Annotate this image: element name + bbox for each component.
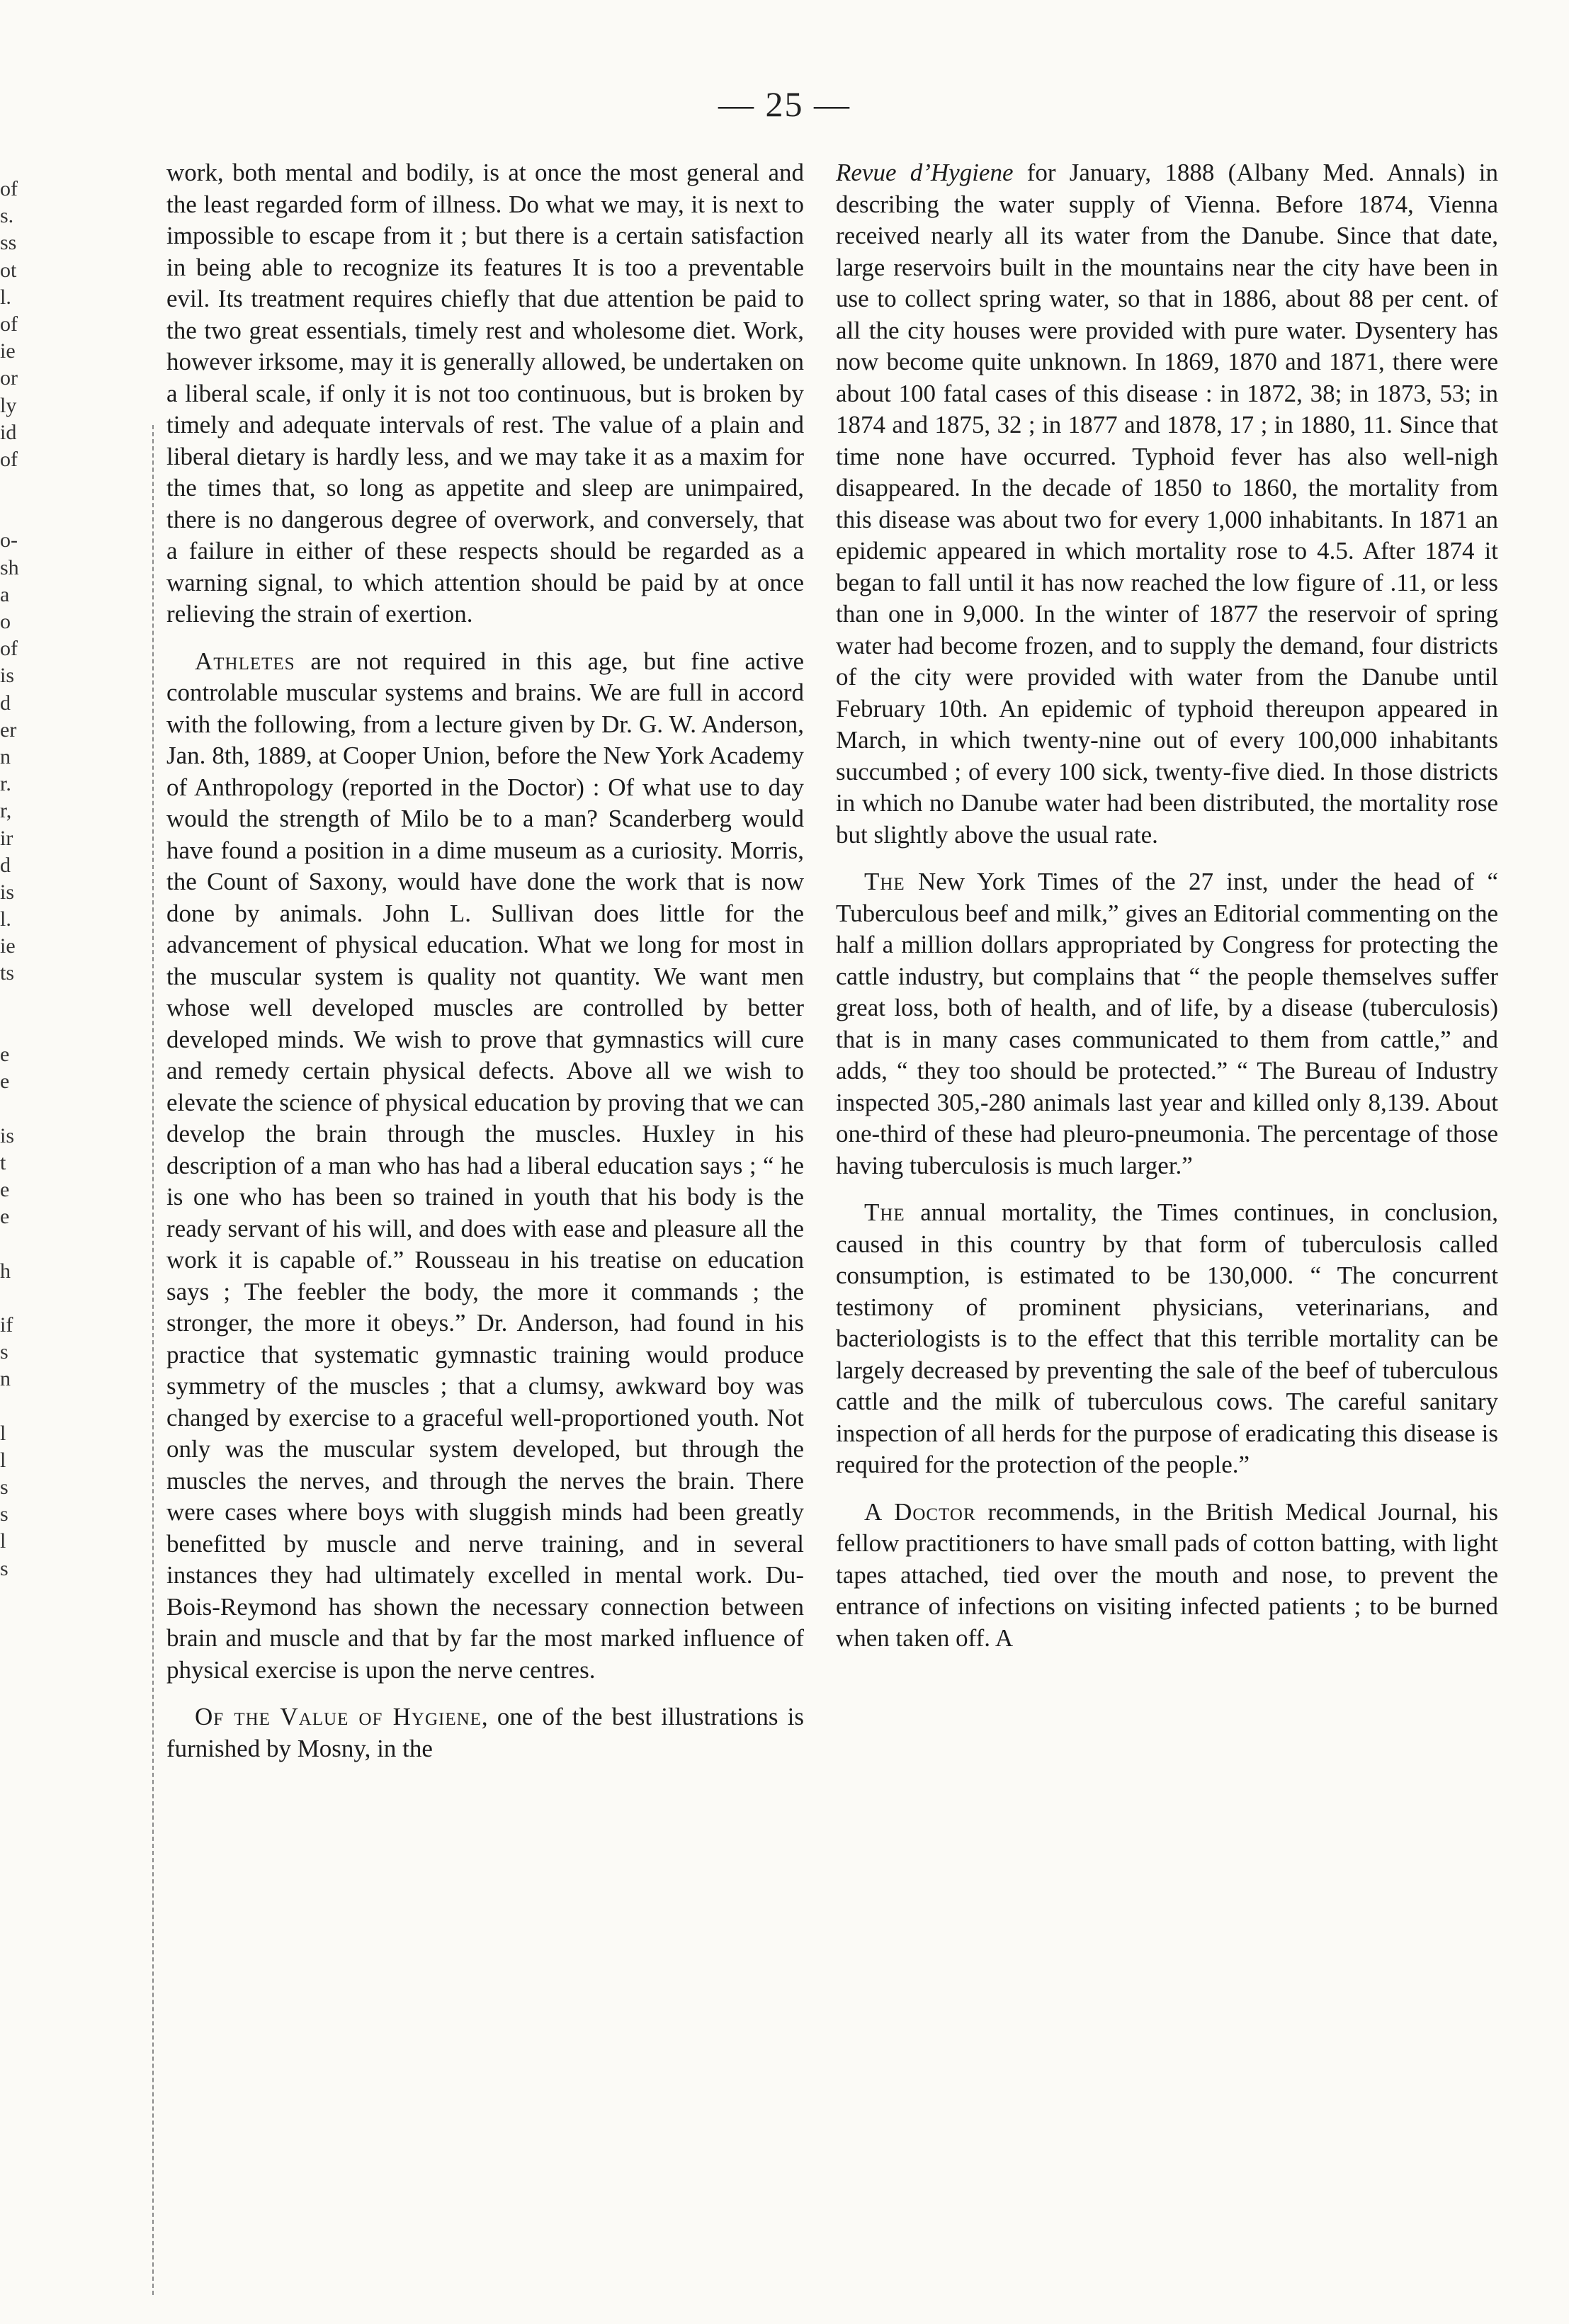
paragraph-athletes: Athletes are not required in this age, but fine active controlable muscular systems and brains. We are full in accord with the following, from a lecture given by Dr. G. W. Anderson, Jan. 8th, 1889, at Cooper Union, before the New York Academy of Anthropology (reported in the Doctor) : Of what use to day would the strength of Milo be to a man? Scanderberg would have found a position in a dime museum as a curiosity. Morris, the Count of Saxony, would have done the work that is now done by animals. John L. Sullivan does little for the advancement of physical education. What we long for most in the muscular system is quality not quantity. We want men whose well developed muscles are controlled by better developed minds. We wish to prove that gymnastics will cure and remedy certain physical defects. Above all we wish to elevate the science of physical education by proving that we can develop the brain through the muscles. Huxley in his description of a man who has had a liberal education says ; “ he is one who has been so trained in youth that his body is the ready servant of his will, and does with ease and pleasure all the work it is capable of.” Rousseau in his treatise on education says ; The feebler the body, the more it commands ; the stronger, the more it obeys.” Dr. Anderson, had found in his practice that systematic gymnastic training would produce symmetry of the muscles ; that a clumsy, awkward boy was changed by exercise to a graceful well-proportioned youth. Not only was the muscular system developed, but through the muscles the nerves, and through the nerves the brain. There were cases where boys with sluggish minds had been greatly benefitted by muscle and nerve training, and in several instances they had ultimately excelled in mental work. Du-Bois-Reymond has shown the necessary connection between brain and muscle and that by far the most marked influence of physical exercise is upon the nerve centres. bbox=[166, 647, 804, 1684]
margin-fragment: e bbox=[0, 1070, 10, 1094]
margin-fragment bbox=[0, 1230, 85, 1257]
margin-fragment: of bbox=[0, 312, 18, 336]
column-rule bbox=[152, 425, 154, 2295]
margin-fragment: l bbox=[0, 1448, 6, 1472]
margin-fragment: ts bbox=[0, 961, 15, 985]
margin-fragment: l. bbox=[0, 907, 11, 931]
margin-fragment: d bbox=[0, 853, 11, 877]
margin-strip bbox=[0, 176, 85, 1609]
margin-fragment: o- bbox=[0, 528, 18, 552]
margin-fragment: e bbox=[0, 1043, 10, 1066]
paragraph-doctor-pads: A Doctor recommends, in the British Medical Journal, his fellow practitioners to have small pads of cotton batting, with light tapes attached, tied over the mouth and nose, to prevent the entrance of infections on visiting infected patients ; to be burned when taken off. A bbox=[836, 1497, 1498, 1652]
margin-fragment: of bbox=[0, 637, 18, 661]
margin-fragment: ot bbox=[0, 258, 17, 282]
paragraph-hygiene: Of the Value of Hygiene, one of the best illustrations is furnished by Mosny, in the bbox=[166, 1703, 804, 1762]
margin-fragment: r, bbox=[0, 799, 12, 823]
margin-fragment bbox=[0, 1014, 85, 1041]
margin-fragment: l bbox=[0, 1529, 6, 1553]
margin-fragment: h bbox=[0, 1259, 11, 1283]
margin-fragment: sh bbox=[0, 555, 19, 579]
margin-fragment: is bbox=[0, 880, 15, 904]
margin-fragment: d bbox=[0, 691, 11, 715]
margin-fragment: or bbox=[0, 366, 18, 390]
margin-fragment bbox=[0, 1393, 85, 1419]
paragraph-mortality: The annual mortality, the Times continues, in conclusion, caused in this country by that form of tuberculosis called consumption, is estimated to be 130,000. “ The concurrent testimony of prominent physicians, veterinarians, and bacteriologists is to the effect that this terrible mortality can be largely decreased by preventing the sale of the beef of tuberculous cattle and the milk of tuberculous cows. The careful sanitary inspection of all herds for the purpose of eradicating this disease is required for the protection of the people.” bbox=[836, 1198, 1498, 1478]
margin-fragment bbox=[0, 500, 85, 527]
margin-fragment: is bbox=[0, 664, 15, 688]
margin-fragment: ly bbox=[0, 393, 17, 417]
margin-fragment: e bbox=[0, 1205, 10, 1229]
margin-fragment bbox=[0, 1582, 85, 1609]
margin-fragment: a bbox=[0, 582, 10, 606]
margin-fragment: s bbox=[0, 1556, 9, 1580]
margin-fragment: l. bbox=[0, 285, 11, 309]
margin-fragment: s bbox=[0, 1475, 9, 1499]
paragraph-overwork: work, both mental and bodily, is at once the most general and the least regarded form of illness. Do what we may, it is next to impossible to escape from it ; but there is a certain satisfaction in being able to recognize its features It is too a preventable evil. Its treatment requires chiefly that due attention be paid to the two great essentials, timely rest and wholesome diet. Work, however irksome, may it is generally allowed, be undertaken on a liberal scale, if only it is not too continuous, but is broken by timely and adequate intervals of rest. The value of a plain and liberal dietary is hardly less, and we may take it as a maxim for the times that, so long as appetite and sleep are unimpaired, there is no dangerous degree of overwork, and conversely, that a failure in either of these respects should be regarded as a warning signal, to which attention should be paid by at once relieving the strain of exertion. bbox=[166, 159, 804, 628]
margin-fragment: t bbox=[0, 1150, 6, 1174]
margin-fragment bbox=[0, 1285, 85, 1312]
paragraph-tuberculous-beef: The New York Times of the 27 inst, under the head of “ Tuberculous beef and milk,” gives an Editorial commenting on the half a million dollars appropriated by Congress for protecting the cattle industry, but complains that “ the people themselves suffer great loss, both of health, and of life, by a disease (tuberculosis) that is in many cases communicated to them from cattle,” and adds, “ they too should be protected.” “ The Bureau of Industry inspected 305,-280 animals last year and killed only 8,139. About one-third of these had pleuro-pneumonia. The percentage of those having tuberculosis is much larger.” bbox=[836, 868, 1498, 1179]
margin-fragment: er bbox=[0, 718, 17, 742]
margin-fragment: ie bbox=[0, 339, 16, 363]
left-column bbox=[166, 157, 804, 1780]
margin-fragment: ss bbox=[0, 231, 17, 255]
margin-fragment: of bbox=[0, 177, 18, 200]
margin-fragment: ie bbox=[0, 934, 16, 958]
margin-fragment: if bbox=[0, 1313, 13, 1337]
margin-fragment: ir bbox=[0, 826, 13, 850]
margin-fragment: s bbox=[0, 1340, 9, 1364]
margin-fragment: n bbox=[0, 1367, 11, 1391]
margin-fragment: id bbox=[0, 420, 17, 444]
margin-fragment: r. bbox=[0, 772, 11, 796]
paragraph-vienna-water: Revue d’Hygiene for January, 1888 (Albany Med. Annals) in describing the water supply of Vienna. Before 1874, Vienna received nearly all its water from the Danube. Since that date, large reservoirs built in the mountains near the city have been in use to collect spring water, so that in 1886, about 88 per cent. of all the city houses were provided with pure water. Dysentery has now become quite unknown. In 1869, 1870 and 1871, there were about 100 fatal cases of this disease : in 1872, 38; in 1873, 53; in 1874 and 1875, 32 ; in 1877 and 1878, 17 ; in 1880, 11. Since that time none have occurred. Typhoid fever has also well-nigh disappeared. In the decade of 1850 to 1860, the mortality from this disease was about two for every 1,000 inhabitants. In 1871 an epidemic appeared in which mortality rose to 4.5. After 1874 it began to fall until it has now reached the low figure of .11, or less than one in 9,000. In the winter of 1877 the reservoir of spring water had become frozen, and to supply the demand, four districts of the city were provided with water from the Danube until February 10th. An epidemic of typhoid thereupon appeared in March, in which twenty-nine out of every 100,000 inhabitants succumbed ; of every 100 sick, twenty-five died. In those districts in which no Danube water had been distributed, the mortality rose but slightly above the usual rate. bbox=[836, 159, 1498, 849]
page-number: — 25 — bbox=[718, 84, 851, 124]
margin-fragment bbox=[0, 987, 85, 1014]
margin-fragment: is bbox=[0, 1123, 15, 1147]
margin-fragment: s bbox=[0, 1502, 9, 1526]
margin-fragment: n bbox=[0, 744, 11, 769]
margin-fragment: e bbox=[0, 1177, 10, 1201]
margin-fragment bbox=[0, 473, 85, 500]
margin-fragment: o bbox=[0, 610, 11, 633]
margin-fragment: s. bbox=[0, 204, 14, 228]
right-column bbox=[836, 157, 1498, 1670]
margin-fragment bbox=[0, 1095, 85, 1122]
margin-fragment: l bbox=[0, 1421, 6, 1445]
margin-fragment: of bbox=[0, 447, 18, 471]
